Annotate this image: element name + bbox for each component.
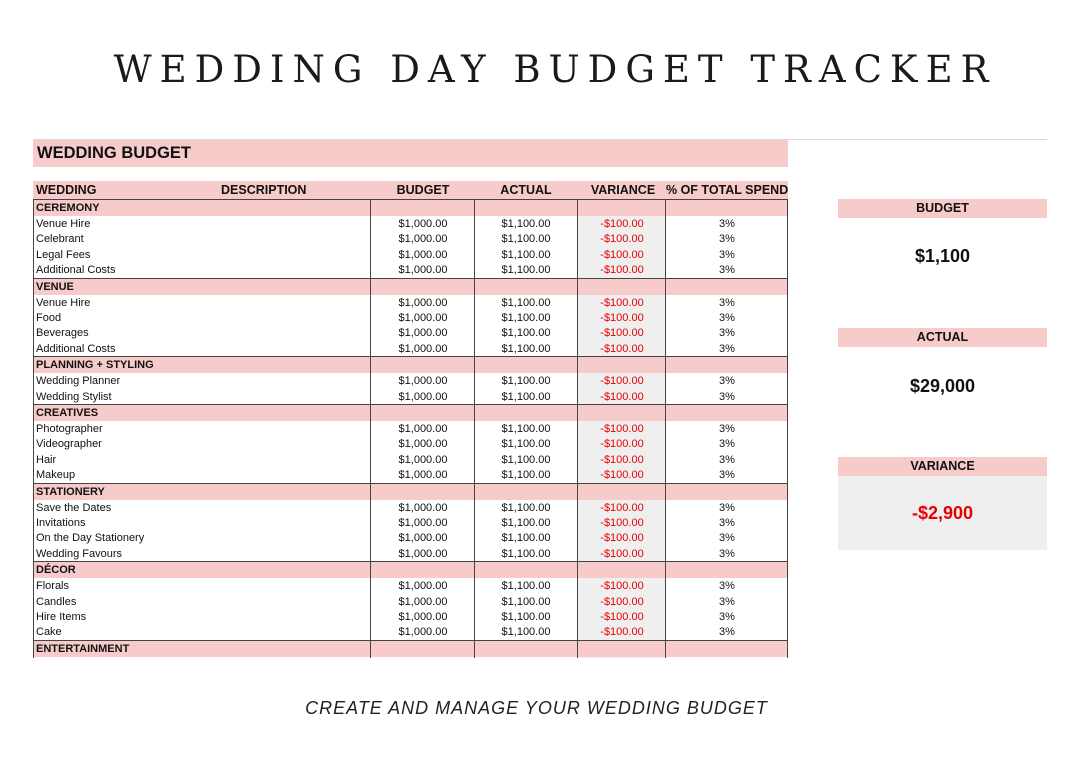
budget-cell[interactable]: $1,000.00 <box>398 218 448 230</box>
actual-cell[interactable]: $1,100.00 <box>501 375 551 388</box>
table-row[interactable] <box>33 389 788 404</box>
pct-cell[interactable]: 3% <box>719 390 735 403</box>
actual-cell[interactable]: $1,100.00 <box>501 342 551 355</box>
variance-cell[interactable]: -$100.00 <box>600 296 644 309</box>
variance-cell[interactable]: -$100.00 <box>600 390 644 403</box>
budget-cell[interactable]: $1,000.00 <box>398 580 448 593</box>
section-name: CREATIVES <box>36 407 99 419</box>
pct-cell[interactable]: 3% <box>719 423 735 435</box>
pct-cell[interactable]: 3% <box>719 626 735 639</box>
variance-cell[interactable]: -$100.00 <box>600 501 644 514</box>
pct-cell[interactable]: 3% <box>719 595 735 608</box>
column-header-variance[interactable]: VARIANCE <box>590 183 656 197</box>
section-row <box>33 640 788 657</box>
actual-cell[interactable]: $1,100.00 <box>501 312 551 324</box>
section-row <box>33 561 788 578</box>
section-row <box>33 404 788 421</box>
pct-cell[interactable]: 3% <box>719 501 735 514</box>
actual-cell[interactable]: $1,100.00 <box>501 595 551 608</box>
variance-cell[interactable]: -$100.00 <box>600 233 644 246</box>
column-header-wedding[interactable]: WEDDING <box>36 183 97 197</box>
table-row[interactable] <box>33 325 788 340</box>
budget-cell[interactable]: $1,000.00 <box>398 453 448 466</box>
section-row <box>33 199 788 216</box>
budget-cell[interactable]: $1,000.00 <box>398 375 448 388</box>
summary-budget-label: BUDGET <box>838 199 1047 218</box>
table-row[interactable] <box>33 500 788 515</box>
table-row[interactable] <box>33 515 788 530</box>
actual-cell[interactable]: $1,100.00 <box>501 626 551 639</box>
table-row[interactable] <box>33 530 788 545</box>
budget-cell[interactable]: $1,000.00 <box>398 233 448 246</box>
item-name[interactable]: Save the Dates <box>36 501 112 514</box>
variance-cell[interactable]: -$100.00 <box>600 580 644 593</box>
column-divider <box>577 199 578 658</box>
actual-cell[interactable]: $1,100.00 <box>501 532 551 545</box>
budget-cell[interactable]: $1,000.00 <box>398 626 448 639</box>
section-name: ENTERTAINMENT <box>36 642 130 655</box>
pct-cell[interactable]: 3% <box>719 611 735 623</box>
column-header-budget[interactable]: BUDGET <box>396 183 450 197</box>
section-row <box>33 483 788 500</box>
column-header-pct-total[interactable]: % OF TOTAL SPEND <box>666 183 789 197</box>
tagline: CREATE AND MANAGE YOUR WEDDING BUDGET <box>305 698 768 718</box>
pct-cell[interactable]: 3% <box>719 517 735 529</box>
variance-cell[interactable]: -$100.00 <box>600 218 644 230</box>
variance-cell[interactable]: -$100.00 <box>600 423 644 435</box>
item-name[interactable]: Hire Items <box>36 611 87 623</box>
budget-cell[interactable]: $1,000.00 <box>398 342 448 355</box>
budget-cell[interactable]: $1,000.00 <box>398 611 448 623</box>
section-row <box>33 356 788 373</box>
pct-cell[interactable]: 3% <box>719 342 735 355</box>
pct-cell[interactable]: 3% <box>719 469 735 482</box>
table-row[interactable] <box>33 310 788 325</box>
pct-cell[interactable]: 3% <box>719 264 735 277</box>
table-row[interactable] <box>33 421 788 436</box>
table-row[interactable] <box>33 609 788 624</box>
section-name: PLANNING + STYLING <box>36 359 154 372</box>
pct-cell[interactable]: 3% <box>719 312 735 324</box>
budget-cell[interactable]: $1,000.00 <box>398 423 448 435</box>
budget-cell[interactable]: $1,000.00 <box>398 469 448 482</box>
table-row[interactable] <box>33 467 788 482</box>
budget-cell[interactable]: $1,000.00 <box>398 517 448 529</box>
actual-cell[interactable]: $1,100.00 <box>501 296 551 309</box>
variance-cell[interactable]: -$100.00 <box>600 626 644 639</box>
variance-cell[interactable]: -$100.00 <box>600 327 644 340</box>
pct-cell[interactable]: 3% <box>719 375 735 388</box>
item-name[interactable]: On the Day Stationery <box>36 532 145 545</box>
table-row[interactable] <box>33 216 788 231</box>
summary-actual-value: $29,000 <box>909 376 976 396</box>
section-name: VENUE <box>36 280 74 293</box>
item-name[interactable]: Celebrant <box>36 233 84 246</box>
item-name[interactable]: Wedding Favours <box>36 547 123 560</box>
summary-variance-value: -$2,900 <box>911 503 974 523</box>
table-row[interactable] <box>33 341 788 356</box>
item-name[interactable]: Venue Hire <box>36 218 91 230</box>
item-name[interactable]: Wedding Planner <box>36 375 121 388</box>
column-divider <box>665 199 666 658</box>
pct-cell[interactable]: 3% <box>719 296 735 309</box>
pct-cell[interactable]: 3% <box>719 218 735 230</box>
table-row[interactable] <box>33 373 788 388</box>
item-name[interactable]: Hair <box>36 453 57 466</box>
item-name[interactable]: Florals <box>36 580 70 593</box>
budget-cell[interactable]: $1,000.00 <box>398 390 448 403</box>
pct-cell[interactable]: 3% <box>719 547 735 560</box>
variance-cell[interactable]: -$100.00 <box>600 375 644 388</box>
actual-cell[interactable]: $1,100.00 <box>501 438 551 451</box>
item-name[interactable]: Legal Fees <box>36 248 91 261</box>
budget-heading: WEDDING BUDGET <box>33 140 788 167</box>
variance-cell[interactable]: -$100.00 <box>600 595 644 608</box>
pct-cell[interactable]: 3% <box>719 453 735 466</box>
budget-cell[interactable]: $1,000.00 <box>398 438 448 451</box>
section-name: STATIONERY <box>36 485 105 498</box>
item-name[interactable]: Videographer <box>36 438 102 451</box>
item-name[interactable]: Wedding Stylist <box>36 390 112 403</box>
actual-cell[interactable]: $1,100.00 <box>501 469 551 482</box>
pct-cell[interactable]: 3% <box>719 327 735 340</box>
summary-budget-value: $1,100 <box>914 246 971 266</box>
budget-cell[interactable]: $1,000.00 <box>398 547 448 560</box>
actual-cell[interactable]: $1,100.00 <box>501 453 551 466</box>
budget-cell[interactable]: $1,000.00 <box>398 264 448 277</box>
item-name[interactable]: Venue Hire <box>36 296 91 309</box>
table-row[interactable] <box>33 452 788 467</box>
section-name: DÉCOR <box>36 564 76 577</box>
budget-cell[interactable]: $1,000.00 <box>398 327 448 340</box>
variance-cell[interactable]: -$100.00 <box>600 547 644 560</box>
budget-cell[interactable]: $1,000.00 <box>398 501 448 514</box>
actual-cell[interactable]: $1,100.00 <box>501 611 551 623</box>
variance-cell[interactable]: -$100.00 <box>600 342 644 355</box>
variance-cell[interactable]: -$100.00 <box>600 611 644 623</box>
item-name[interactable]: Invitations <box>36 517 86 529</box>
table-row[interactable] <box>33 578 788 593</box>
variance-cell[interactable]: -$100.00 <box>600 438 644 451</box>
actual-cell[interactable]: $1,100.00 <box>501 580 551 593</box>
column-divider <box>787 199 788 658</box>
item-name[interactable]: Photographer <box>36 423 103 435</box>
variance-cell[interactable]: -$100.00 <box>600 517 644 529</box>
actual-cell[interactable]: $1,100.00 <box>501 233 551 246</box>
actual-cell[interactable]: $1,100.00 <box>501 264 551 277</box>
item-name[interactable]: Additional Costs <box>36 264 116 277</box>
pct-cell[interactable]: 3% <box>719 233 735 246</box>
table-row[interactable] <box>33 231 788 246</box>
variance-cell[interactable]: -$100.00 <box>600 469 644 482</box>
table-row[interactable] <box>33 247 788 262</box>
budget-cell[interactable]: $1,000.00 <box>398 296 448 309</box>
section-name: CEREMONY <box>36 202 100 214</box>
column-divider <box>33 199 34 658</box>
variance-cell[interactable]: -$100.00 <box>600 532 644 545</box>
actual-cell[interactable]: $1,100.00 <box>501 218 551 230</box>
page-title: WEDDING DAY BUDGET TRACKER <box>113 48 997 91</box>
budget-cell[interactable]: $1,000.00 <box>398 312 448 324</box>
variance-cell[interactable]: -$100.00 <box>600 453 644 466</box>
actual-cell[interactable]: $1,100.00 <box>501 517 551 529</box>
column-header-description[interactable]: DESCRIPTION <box>221 183 307 197</box>
summary-variance-label: VARIANCE <box>838 457 1047 476</box>
item-name[interactable]: Candles <box>36 595 77 608</box>
summary-actual-label: ACTUAL <box>838 328 1047 347</box>
actual-cell[interactable]: $1,100.00 <box>501 248 551 261</box>
actual-cell[interactable]: $1,100.00 <box>501 501 551 514</box>
pct-cell[interactable]: 3% <box>719 438 735 451</box>
table-row[interactable] <box>33 436 788 451</box>
table-row[interactable] <box>33 594 788 609</box>
pct-cell[interactable]: 3% <box>719 248 735 261</box>
table-row[interactable] <box>33 546 788 561</box>
item-name[interactable]: Food <box>36 312 62 324</box>
column-header-actual[interactable]: ACTUAL <box>500 183 552 197</box>
table-header <box>33 181 788 199</box>
variance-cell[interactable]: -$100.00 <box>600 312 644 324</box>
table-row[interactable] <box>33 295 788 310</box>
actual-cell[interactable]: $1,100.00 <box>501 327 551 340</box>
pct-cell[interactable]: 3% <box>719 532 735 545</box>
variance-cell[interactable]: -$100.00 <box>600 248 644 261</box>
actual-cell[interactable]: $1,100.00 <box>501 547 551 560</box>
actual-cell[interactable]: $1,100.00 <box>501 390 551 403</box>
variance-cell[interactable]: -$100.00 <box>600 264 644 277</box>
budget-cell[interactable]: $1,000.00 <box>398 248 448 261</box>
actual-cell[interactable]: $1,100.00 <box>501 423 551 435</box>
table-row[interactable] <box>33 624 788 639</box>
budget-table <box>33 199 788 658</box>
item-name[interactable]: Cake <box>36 626 62 639</box>
section-row <box>33 278 788 295</box>
pct-cell[interactable]: 3% <box>719 580 735 593</box>
table-row[interactable] <box>33 262 788 277</box>
budget-cell[interactable]: $1,000.00 <box>398 595 448 608</box>
item-name[interactable]: Beverages <box>36 327 89 340</box>
budget-cell[interactable]: $1,000.00 <box>398 532 448 545</box>
column-divider <box>370 199 371 658</box>
column-divider <box>474 199 475 658</box>
item-name[interactable]: Makeup <box>36 469 76 482</box>
item-name[interactable]: Additional Costs <box>36 342 116 355</box>
